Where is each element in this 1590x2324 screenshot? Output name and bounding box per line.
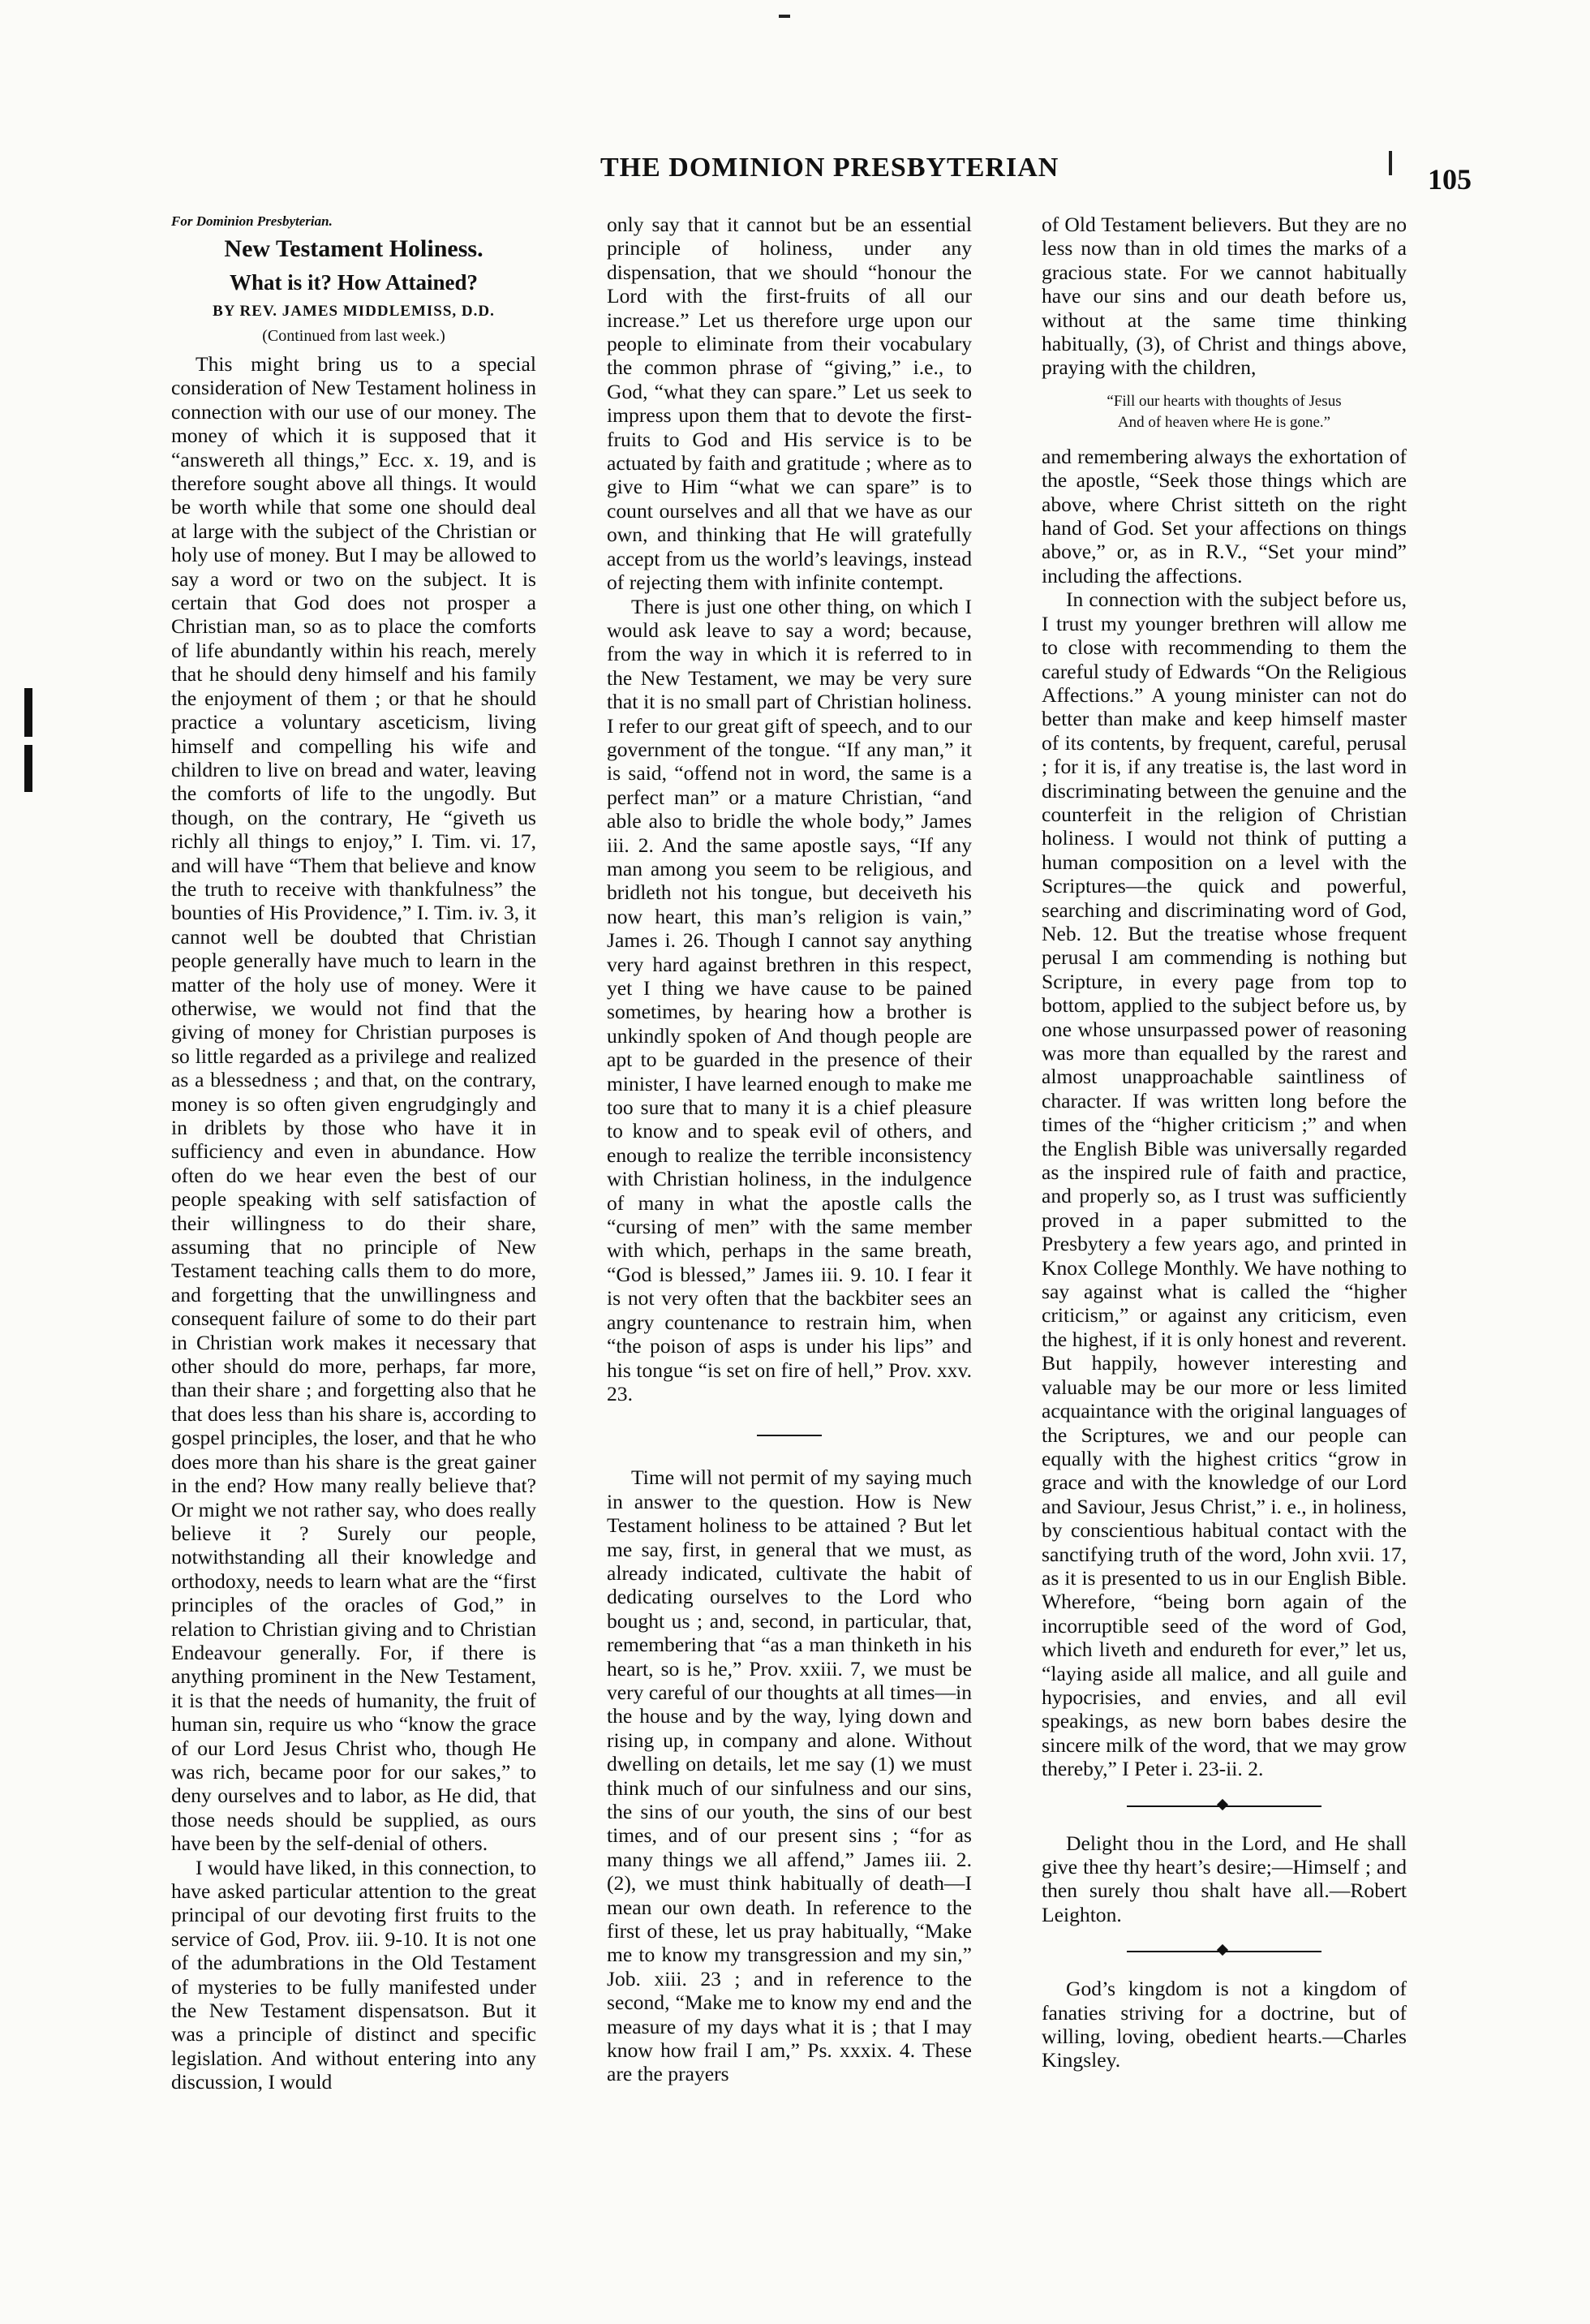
ink-speck xyxy=(779,15,790,18)
column-1 xyxy=(171,213,536,2094)
hymn-verse xyxy=(1042,391,1407,433)
column-2 xyxy=(607,213,972,2086)
article-paragraph: Time will not permit of my saying much in answer to the question. How is New Testament holiness to be attained ? But let me say, first, in general that we must, as already indicated, cultivate the habit of dedicating ourselves to the Lord who bought us ; and, second, in particular, that, remembering that “as a man thinketh in his heart, so is he,” Prov. xxiii. 7, we must be very careful of our thoughts at all times—in the house and by the way, lying down and rising up, in company and alone. Without dwelling on details, let me say (1) we must think much of our sinfulness and our sins, the sins of our youth, the sins of our best times, and of our present sins ; “for as many things we all affend,” James iii. 2. (2), we must think habitually of death—I mean our own death. In reference to the first of these, let us pray habitually, “Make me to know my transgression and my sin,” Job. xiii. 23 ; and in reference to the second, “Make me to know my end and the measure of my days what it is ; that I may know how frail I am,” Ps. xxxix. 4. These are the prayers xyxy=(607,1465,972,2086)
page-number: 105 xyxy=(1428,163,1472,196)
verse-line: And of heaven where He is gone.” xyxy=(1117,413,1331,431)
ornamental-divider xyxy=(1127,1946,1321,1957)
article-paragraph: In connection with the subject before us, I trust my younger brethren will allow me to close with recommending to them the careful study of Edwards “On the Religious Affections.” A young minister can not do better than make and keep himself master of its contents, by frequent, careful, perusal ; for it is, if any treatise is, the last word in discriminating between the genuine and the counterfeit in the religion of Christian holiness. I would not think of putting a human composition on a level with the Scriptures—the quick and powerful, searching and discriminating word of God, Neb. 12. But the treatise whose frequent perusal I am commending is nothing but Scripture, in every page from top to bottom, applied to the subject before us, by one whose unsurpassed power of reasoning was more than equalled by the rarest and almost unapproachable saintliness of character. If was written long before the times of the “higher criticism ;” and when the English Bible was universally regarded as the inspired rule of faith and practice, and properly so, as I trust was sufficiently proved in a paper submitted to the Presbytery a few years ago, and printed in Knox College Monthly. We have nothing to say against what is called the “higher criticism,” or against any criticism, even the highest, if it is only honest and reverent. But happily, however interesting and valuable may be our more or less limited acquaintance with the original languages of the Scriptures, we and our people can equally with the highest critics “grow in grace and with the knowledge of our Lord and Saviour, Jesus Christ,” i. e., in holiness, by conscientious habitual contact with the sanctifying truth of the word, John xvii. 17, as it is presented to us in our English Bible. Wherefore, “being born again of the incorruptible seed of the word of God, which liveth and endureth for ever,” let us, “laying aside all malice, and all guile and hypocrisies, and envies, and all evil speakings, as new born babes desire the sincere milk of the word, that we may grow thereby,” I Peter i. 23-ii. 2. xyxy=(1042,587,1407,1781)
article-paragraph: only say that it cannot but be an essential principle of holiness, under any dispensation, that we should “honour the Lord with the first-fruits of all our increase.” Let us therefore urge upon our people to eliminate from their vocabulary the common phrase of “giving,” i.e., to God, “what they can spare.” Let us seek to impress upon them that to devote the first-fruits to God and His service is to be actuated by faith and gratitude ; where as to give to Him “what we can spare” is to count ourselves and all that we have as our own, and thinking that He will gratefully accept from us the world’s leavings, instead of rejecting them with infinite contempt. xyxy=(607,213,972,595)
article-paragraph: This might bring us to a special consideration of New Testament holiness in connection with our use of our money. The money of which it is supposed that it “answereth all things,” Ecc. x. 19, and is therefore sought above all things. It would be worth while that some one should deal at large with the subject of the Christian or holy use of money. But I may be allowed to say a word or two on the subject. It is certain that God does not prosper a Christian man, so as to place the comforts of life abundantly within his reach, merely that he should deny himself and his family the enjoyment of them ; or that he should practice a voluntary asceticism, living himself and compelling his wife and children to live on bread and water, leaving the comforts of life to the ungodly. But though, on the contrary, He “giveth us richly all things to enjoy,” I. Tim. vi. 17, and will have “Them that believe and know the truth to receive with thankfulness” the bounties of His Providence,” I. Tim. iv. 3, it cannot well be doubted that Christian people generally have much to learn in the matter of the holy use of money. Were it otherwise, we would not find that the giving of money for Christian purposes is so little regarded as a privilege and realized as a blessedness ; and that, on the contrary, money is so often given engrudgingly and in driblets by those who have it in sufficiency and even in abundance. How often do we hear even the best of our people speaking with self satisfaction of their willingness to do their share, assuming that no principle of New Testament teaching calls them to do more, and forgetting that the unwillingness and consequent failure of some to do their part in Christian work makes it necessary that other should do more, perhaps, far more, than their share ; and forgetting also that he that does less than his share is, according to gospel principles, the loser, and that he who does more than his share is the great gainer in the end? How many really believe that? Or might we not rather say, who does really believe it ? Surely our people, notwithstanding all their knowledge and orthodoxy, needs to learn what are the “first principles of the oracles of God,” in relation to Christian giving and to Christian Endeavour generally. For, if there is anything prominent in the New Testament, it is that the needs of humanity, the fruit of human sin, require us who “know the grace of our Lord Jesus Christ who, though He was rich, became poor for our sakes,” to deny ourselves and to labor, as He did, that those needs should be supplied, as ours have been by the self-denial of others. xyxy=(171,352,536,1856)
article-paragraph: and remembering always the exhortation of the apostle, “Seek those things which are above, where Christ sitteth on the right hand of God. Set your affections on things above,” or, as in R.V., “Set your mind” including the affections. xyxy=(1042,444,1407,587)
article-paragraph: I would have liked, in this connection, to have asked particular attention to the great principal of our devoting first fruits to the service of God, Prov. iii. 9-10. It is not one of the adumbrations in the Old Testament of mysteries to be fully manifested under the New Testament dispensatson. But it was a principle of distinct and specific legislation. And without entering into any discussion, I would xyxy=(171,1855,536,2094)
newspaper-masthead: THE DOMINION PRESBYTERIAN xyxy=(600,153,1059,183)
article-title: New Testament Holiness. xyxy=(224,235,483,262)
section-divider xyxy=(757,1435,822,1436)
diamond-ornament xyxy=(1217,1944,1228,1956)
diamond-ornament xyxy=(1217,1799,1228,1810)
ornamental-divider xyxy=(1127,1801,1321,1812)
continued-note: (Continued from last week.) xyxy=(262,327,445,345)
article-subtitle: What is it? How Attained? xyxy=(229,270,479,295)
column-3 xyxy=(1042,213,1407,2072)
margin-mark xyxy=(24,688,32,737)
margin-mark xyxy=(24,745,32,792)
quote-kingsley: God’s kingdom is not a kingdom of fanaties striving for a doctrine, but of willing, loving, obedient hearts.—Charles Kingsley. xyxy=(1042,1977,1407,2072)
article-paragraph: of Old Testament believers. But they are no less now than in old times the marks of a gracious state. For we cannot habitually have our sins and our death before us, without at the same time thinking habitually, (3), of Christ and things above, praying with the children, xyxy=(1042,213,1407,380)
quote-leighton: Delight thou in the Lord, and He shall give thee thy heart’s desire;—Himself ; and then surely thou shalt have all.—Robert Leighton. xyxy=(1042,1831,1407,1926)
verse-line: “Fill our hearts with thoughts of Jesus xyxy=(1107,392,1342,410)
ink-speck xyxy=(1389,151,1392,175)
article-paragraph: There is just one other thing, on which I would ask leave to say a word; because, from the way in which it is referred to in the New Testament, we may be very sure that it is no small part of Christian holiness. I refer to our great gift of speech, and to our government of the tongue. “If any man,” it is said, “offend not in word, the same is a perfect man” or a mature Christian, “and able also to bridle the whole body,” James iii. 2. And the same apostle says, “If any man among you seem to be religious, and bridleth not his tongue, but deceiveth his now heart, this man’s religion is vain,” James i. 26. Though I cannot say anything very hard against brethren in this respect, yet I thing we have cause to be pained sometimes, by hearing how a brother is unkindly spoken of And though people are apt to be guarded in the presence of their minister, I have learned enough to make me too sure that to many it is a chief pleasure to know and to speak evil of others, and enough to realize the terrible inconsistency with Christian holiness, in the indulgence of many in what the apostle calls the “cursing of men” with the same member with which, perhaps in the same breath, “God is blessed,” James iii. 9. 10. I fear it is not very often that the backbiter sees an angry countenance to restrain him, when “the poison of asps is under his lips” and his tongue “is set on fire of hell,” Prov. xxv. 23. xyxy=(607,594,972,1405)
article-byline: BY REV. JAMES MIDDLEMISS, D.D. xyxy=(213,303,495,320)
source-note: For Dominion Presbyterian. xyxy=(171,213,333,229)
